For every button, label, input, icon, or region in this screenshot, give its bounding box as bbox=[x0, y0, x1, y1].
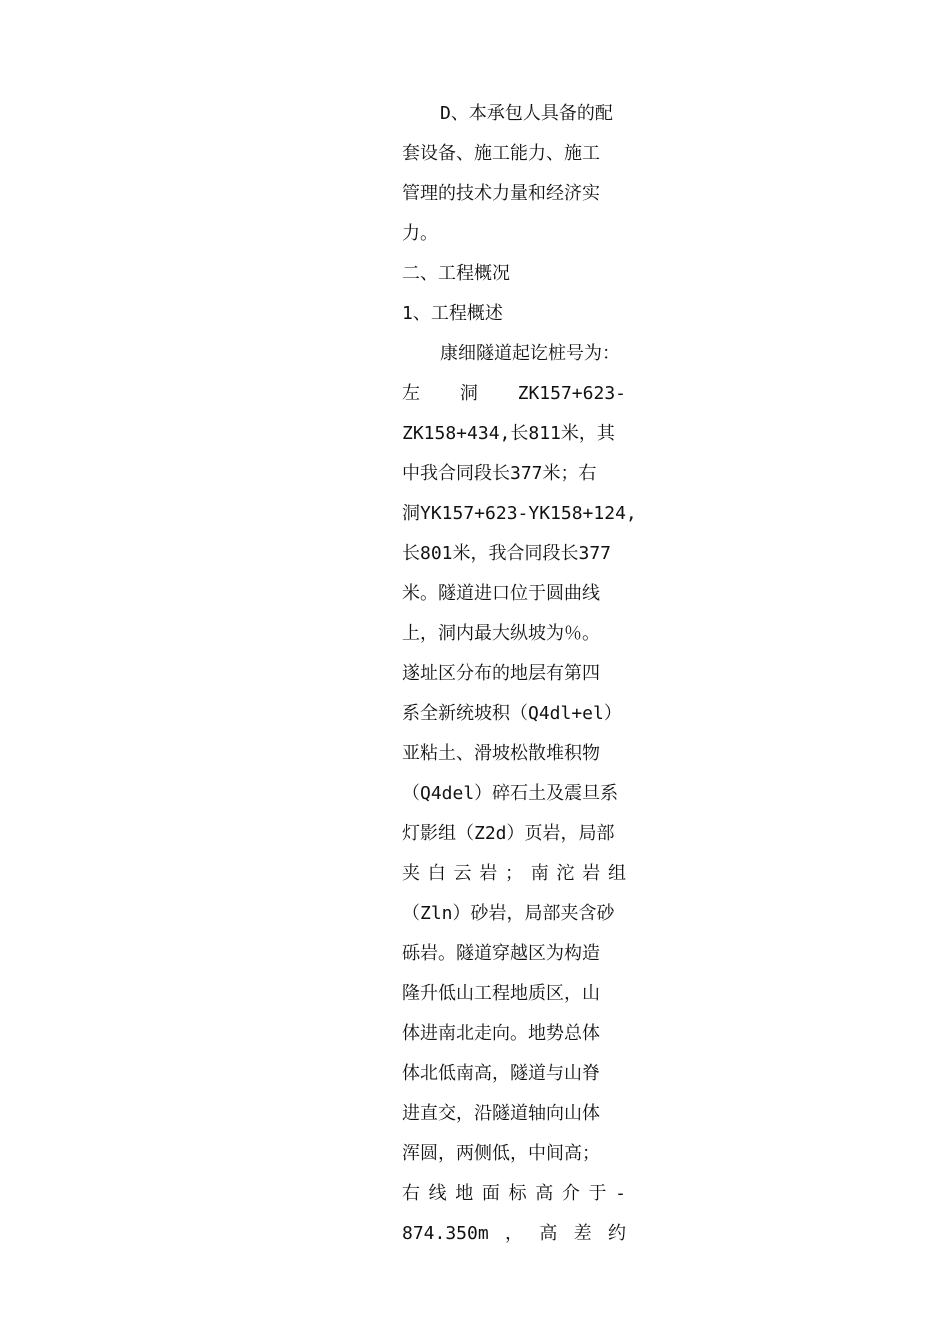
body-line: 洞YK157+623-YK158+124, bbox=[402, 503, 637, 524]
text-column bbox=[402, 94, 637, 1254]
intro-line: 康细隧道起讫桩号为： bbox=[440, 343, 620, 364]
spaced-char: 地 bbox=[455, 1183, 474, 1204]
body-line: 上，洞内最大纵坡为％。 bbox=[402, 623, 600, 644]
last-line-token: 高 bbox=[539, 1223, 558, 1244]
spaced-line-2 bbox=[402, 1174, 626, 1214]
left-tunnel-token: 左 bbox=[402, 383, 420, 404]
body-line: 灯影组（Z2d）页岩，局部 bbox=[402, 823, 615, 844]
body-line: 体北低南高，隧道与山脊 bbox=[402, 1063, 600, 1084]
item-d-line-1: D、本承包人具备的配 bbox=[440, 103, 613, 124]
body-line: 中我合同段长377米；右 bbox=[402, 463, 597, 484]
body-line: 体进南北走向。地势总体 bbox=[402, 1023, 600, 1044]
spaced-char: 面 bbox=[481, 1183, 500, 1204]
subsection-heading: 1、工程概述 bbox=[402, 303, 503, 324]
spaced-char: 南 bbox=[530, 863, 549, 884]
body-line: 隆升低山工程地质区，山 bbox=[402, 983, 600, 1004]
body-line: 系全新统坡积（Q4dl+el） bbox=[402, 703, 622, 724]
body-line: （Q4del）碎石土及震旦系 bbox=[402, 783, 619, 804]
section-heading: 二、工程概况 bbox=[402, 263, 510, 284]
spaced-char: 于 bbox=[588, 1183, 607, 1204]
body-line: （Zln）砂岩，局部夹含砂 bbox=[402, 903, 615, 924]
item-d-line-2: 套设备、施工能力、施工 bbox=[402, 143, 600, 164]
body-line: 长801米，我合同段长377 bbox=[402, 543, 612, 564]
spaced-char: 白 bbox=[427, 863, 446, 884]
item-d-line-4: 力。 bbox=[402, 223, 438, 244]
last-line-token: 约 bbox=[607, 1223, 626, 1244]
last-line-token: ， bbox=[505, 1223, 524, 1244]
spaced-char: 岩 bbox=[479, 863, 498, 884]
body-line: 浑圆，两侧低，中间高； bbox=[402, 1143, 600, 1164]
body-line: 进直交，沿隧道轴向山体 bbox=[402, 1103, 600, 1124]
spaced-char: 云 bbox=[453, 863, 472, 884]
left-tunnel-token: 洞 bbox=[459, 383, 478, 404]
body-line: 砾岩。隧道穿越区为构造 bbox=[402, 943, 600, 964]
last-line-token: 差 bbox=[573, 1223, 592, 1244]
spaced-char: 高 bbox=[535, 1183, 554, 1204]
spaced-char: 沱 bbox=[556, 863, 575, 884]
item-d-line-3: 管理的技术力量和经济实 bbox=[402, 183, 600, 204]
spaced-char: 线 bbox=[428, 1183, 447, 1204]
spaced-char: 介 bbox=[561, 1183, 580, 1204]
spaced-char: ； bbox=[505, 863, 523, 884]
spaced-char: 夹 bbox=[402, 863, 420, 884]
spaced-line-1 bbox=[402, 854, 626, 894]
spaced-char: 岩 bbox=[582, 863, 601, 884]
spaced-char: 标 bbox=[508, 1183, 527, 1204]
last-line-token: 874.350m bbox=[402, 1223, 489, 1244]
spaced-char: - bbox=[615, 1183, 626, 1204]
left-tunnel-token: ZK157+623- bbox=[517, 383, 626, 404]
body-line: 米。隧道进口位于圆曲线 bbox=[402, 583, 600, 604]
body-line: ZK158+434,长811米，其 bbox=[402, 423, 615, 444]
spaced-char: 组 bbox=[608, 863, 626, 884]
body-line: 亚粘土、滑坡松散堆积物 bbox=[402, 743, 600, 764]
last-line bbox=[402, 1214, 626, 1254]
left-tunnel-line bbox=[402, 374, 626, 414]
body-line: 遂址区分布的地层有第四 bbox=[402, 663, 600, 684]
spaced-char: 右 bbox=[402, 1183, 420, 1204]
